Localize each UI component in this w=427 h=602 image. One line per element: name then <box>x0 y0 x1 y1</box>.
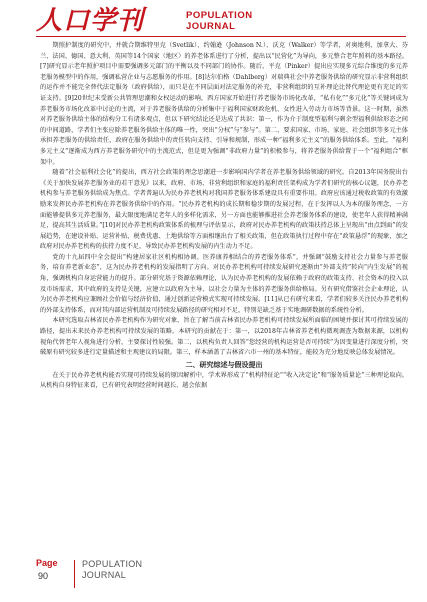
section-heading: 二、研究综述与假设提出 <box>185 359 263 369</box>
journal-logo-english-line2: JOURNAL <box>186 21 236 32</box>
page-number: 90 <box>38 571 49 581</box>
page-label: Page <box>36 558 58 568</box>
body-paragraph: 在关于民办养老机构能否实现可持续发展的原因解析中，学术界形成了“机构特征论”“收入决定论”和“服务质量论”三种理论取向。从机构自身特征来看，已有研究表明经营时间越长、越会依据 <box>40 371 408 390</box>
footer-journal-line2: JOURNAL <box>82 570 127 580</box>
body-paragraph: 期照护制度的研究中，并就合期维特里克（Svetlik）、约翰逊（Johnson N.）、沃克（Walker）等学者，对奥地利、加拿大、芬兰、法国、德国、意大利、英国等14个国家（地区）的养老体系进行了分析，提出以“民营化”为导向，多元整合老年照料的基本路径。[7]研究显示老年照护项目中需要强调多元部门的平衡以及不同部门的协作。随后，平克（Pinker）提出应实现多元综合维度的多元养老服务模型中的作用，强调私营企业与志愿服务的作用。[8]达尔伯格（Dahlberg）对瑞典社会中养老服务供给的研究显示非营利组织的运作并不能完全替代法定服务（政府供给），而只是在不同层面对法定服务的补充，非营利组织的互补理论比替代理论更有充足的实证支持。[9]20世纪末受新公共管理思潮和女权运动的影响，西方国家开始进行养老服务市场化改革，“私有化”“多元化”等关键词成为养老服务市场化改革中讨论的主流，对于养老服务供给的分析集中于福利国家财政危机、女性进入劳动力市场等背景。这一时期，虽然对养老服务供给主体的结构分工有诸多观点，但以下研究结论还是达成了共识：第一，作为介于制度型福利与剩余型福利供给形态之间的中间道路，学者们主张应除养老服务供给主体的唯一性，突出“分权”与“参与”。第二，要求国家、市场、家庭、社会组织等多元主体承担养老服务的供给责任，政府在服务供给中的责任转向支持、引导和规制，形成一种“福利多元主义”的服务供给体系。至此，“福利多元主义”逐渐成为西方养老服务研究中的主流范式，但是更为强调“非政府力量”的积极参与，将养老服务供给置于一个“福利组合”框架中。 <box>40 42 408 166</box>
journal-header <box>36 6 406 36</box>
journal-logo-chinese: 人口学刊 <box>36 6 145 36</box>
journal-logo-english <box>186 10 253 32</box>
footer-divider <box>74 560 75 588</box>
footer-journal-name <box>82 559 142 581</box>
page-footer <box>36 558 236 598</box>
article-body <box>40 41 408 392</box>
journal-logo-english-line1: POPULATION <box>186 10 253 21</box>
body-paragraph: 随着“社会福利社会化”的提出，西方社会政策的理念思潮进一步影响国内学者在养老服务供给领域的研究。自2013年国务院出台《关于加快发展养老服务业的若干意见》以来，政府、市场、非营利组织和家庭的福利责任架构成为学者们研究的核心议题，民办养老机构参与养老服务供给成为焦点。学者普遍认为民办养老机构对我国养老服务体系建设具有重要作用。政府应该通过税收政策的有效激励来发挥民办养老机构在养老服务供给中的作用。“民办养老机构的成长期和稳步期的发展过程，在于发挥以人为本的服务理念，一方面能够提供多元养老服务，最大限度地满足老年人的多样化需求，另一方面也能够推进社会养老服务体系的建设，使老年人获得精神满足，提高其生活质量。”[10]对民办养老机构政策体系的梳理与评估显示，政府对民办养老机构的政策扶持总体上呈现出“由点到面”的发展趋势，在建设补贴、运营补贴、税费优惠、土地供给等方面相继出台了相关政策，但在政策执行过程中存在“政策悬浮”的现象，加之政府对民办养老机构的扶持力度不足，导致民办养老机构发展的内生动力不足。 <box>40 169 408 251</box>
body-paragraph: 本研究选取吉林省民办养老机构作为研究对象，旨在了解当前吉林省民办养老机构可持续发展所面临的困境并探讨其可持续发展的路径，提出未来民办养老机构可持续发展的策略。本研究的贡献在于：第一，以2018年吉林省养老机构微观调查为数据来源，以机构视角代替老年人视角进行分析，主要探讨性较强。第二，以机构负责人回答“您经营的机构运营是否可持续”为因变量进行深度分析，突破原有研究较多进行定量描述和主观建议的局限。第三，样本涵盖了吉林省六市一州的基本特征，能较为充分地反映总体发展情况。 <box>40 317 408 357</box>
header-divider <box>36 36 406 37</box>
footer-journal-line1: POPULATION <box>82 559 143 569</box>
body-paragraph: 党的十九届四中全会提出“构建居家社区机构相协调、医养康养相结合的养老服务体系”，并强调“鼓励支持社会力量参与养老服务，培育养老新业态”，这为民办养老机构的发展指明了方向。对民办养老机构可持续发展研究逐渐由“外部支持”转向“内生发展”的视角，强调机构自身运营能力的提升。部分研究基于资源依赖理论，认为民办养老机构的发展依赖于政府的政策支持、社会资本的投入以及市场需求，其中政府的支持是关键，应建立以政府为主导、以社会力量为主体的养老服务供给格局。另有研究借鉴社会企业理论，认为民办养老机构应兼顾社会价值与经济价值，通过创新运营模式实现可持续发展。[11]从已有研究来看，学者们较多关注民办养老机构的外部支持体系，而对其内部运营机制及可持续发展路径的研究相对不足，特别是缺乏基于实地调研数据的系统性分析。 <box>40 253 408 314</box>
